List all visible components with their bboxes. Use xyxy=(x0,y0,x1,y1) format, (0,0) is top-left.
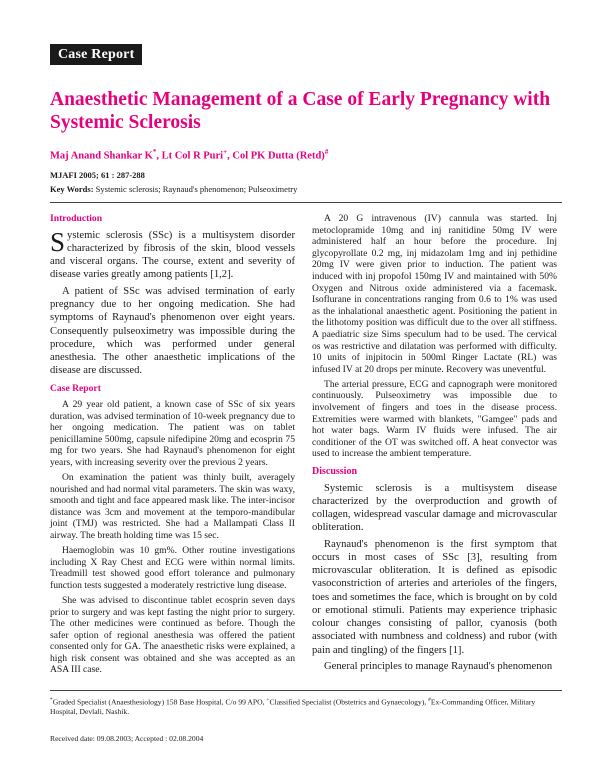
case-paragraph: The arterial pressure, ECG and capnograph were monitored continuously. Pulseoximetry was impossible due to involvement of fingers and toes in the disease process. Extremities were warmed with blankets, "Gamgee" pads and hot water bags. Warm IV fluids were infused. The air conditioner of the OT was switched off. A heat convector was used to increase the ambient temperature. xyxy=(312,378,557,460)
case-paragraph: She was advised to discontinue tablet ecosprin seven days prior to surgery and was kept fasting the night prior to surgery. The other medicines were continued as before. Though the safer option of regional anesthesia was offered the patient consented only for GA. The anaesthetic risks were explained, a high risk consent was obtained and she was accepted as an ASA III case. xyxy=(50,594,295,676)
received-accepted-dates: Received date: 09.08.2003; Accepted : 02.08.2004 xyxy=(50,734,204,743)
footnote-mark: + xyxy=(266,697,270,703)
intro-paragraph: Systemic sclerosis (SSc) is a multisystem disorder characterized by fibrosis of the skin, blood vessels and visceral organs. The course, extent and severity of disease varies greatly among patients [1,2]. xyxy=(50,226,295,281)
discussion-paragraph: General principles to manage Raynaud's phenomenon xyxy=(324,661,553,673)
section-heading-introduction: Introduction xyxy=(50,213,103,224)
case-paragraph: A 20 G intravenous (IV) cannula was started. Inj metoclopramide 10mg and inj ranitidine 50mg IV were administered half an hour before the procedure. Inj glycopyrollate 0.2 mg, inj midazolam 1mg and inj pethidine 20mg IV were given prior to induction. The patient was induced with inj propofol 150mg IV and maintained with 50% Oxygen and Nitrous oxide administered via a facemask. Isoflurane in concentrations ranging from 0.6 to 1% was used as the inhalational anaesthetic agent. Positioning the patient in the lithotomy position was difficult due to the over all stiffness. A paediatric size Sims speculum had to be used. The cervical os was restrictive and dilatation was performed with difficulty. 10 units of injpitocin in 500ml Ringer Lactate (RL) was infused IV at 20 drops per minute. Recovery was uneventful. xyxy=(312,213,557,375)
author-mark: # xyxy=(324,148,329,156)
discussion-paragraph: Systemic sclerosis is a multisystem disease characterized by the overproduction and growth of collagen, widespread vascular damage and microvascular obliteration. xyxy=(312,482,557,534)
left-column xyxy=(50,213,295,680)
journal-reference: MJAFI 2005; 61 : 287-288 xyxy=(50,170,145,180)
header-divider xyxy=(50,202,562,203)
author-mark: + xyxy=(223,148,228,156)
author-mark: * xyxy=(152,148,157,156)
intro-paragraph: A patient of SSc was advised termination of early pregnancy due to her ongoing medication. She had symptoms of Raynaud's phenomenon over eight years. Consequently pulseoximetry was impossible during the procedure, which was performed under general anesthesia. The other anaesthetic implications of the disease are discussed. xyxy=(50,285,295,377)
keywords-text: Systemic sclerosis; Raynaud's phenomenon; Pulseoximetry xyxy=(95,184,298,194)
footnote-mark: # xyxy=(428,697,431,703)
case-paragraph: Haemoglobin was 10 gm%. Other routine investigations including X Ray Chest and ECG were within normal limits. Treadmill test showed good effort tolerance and pulmonary function tests suggested a moderately restrictive lung disease. xyxy=(50,545,295,591)
keywords-label: Key Words: xyxy=(50,184,94,194)
section-heading-discussion: Discussion xyxy=(312,465,358,477)
author-name: Maj Anand Shankar K xyxy=(50,150,153,162)
author-affiliations: *Graded Specialist (Anaesthesiology) 158 Base Hospital, C/o 99 APO, +Classified Specialist (Obstetrics and Gynaecology), #Ex-Commanding Officer, Military Hospital, Devlali, Nashik. xyxy=(50,697,536,717)
drop-cap: S xyxy=(50,226,66,257)
footnote-mark: * xyxy=(50,697,53,703)
article-title: Anaesthetic Management of a Case of Early Pregnancy with Systemic Sclerosis xyxy=(50,89,551,133)
discussion-paragraph: Raynaud's phenomenon is the first symptom that occurs in most cases of SSc [3], resulting from microvascular obliteration. It is defined as episodic vasoconstriction of arteries and arterioles of the fingers, toes and sometimes the face, which is brought on by cold or emotional stimuli. Patients may experience triphasic colour changes consisting of pallor, cyanosis (both associated with numbness and coldness) and rubor (with pain and tingling) of the fingers [1]. xyxy=(312,538,557,656)
author-list: Maj Anand Shankar K*, Lt Col R Puri+, Col PK Dutta (Retd)# xyxy=(50,148,329,162)
author-name: Lt Col R Puri xyxy=(161,150,224,162)
keywords-line xyxy=(50,184,297,194)
article-type-tag: Case Report xyxy=(50,44,142,65)
footnote-divider xyxy=(50,690,562,691)
case-paragraph: A 29 year old patient, a known case of SSc of six years duration, was advised termination of 10-week pregnancy due to her ongoing medication. The patient was on tablet penicillamine 500mg, capsule nifedipine 20mg and ecosprin 75 mg for two years. She had Raynaud's phenomenon for eight years, with increasing severity over the previous 2 years. xyxy=(50,398,295,468)
right-column xyxy=(312,213,557,677)
section-heading-case-report: Case Report xyxy=(50,383,101,395)
author-name: Col PK Dutta (Retd) xyxy=(232,150,325,162)
case-paragraph: On examination the patient was thinly built, averagely nourished and had normal vital parameters. The skin was waxy, smooth and tight and face appeared mask like. The inter-incisor distance was 3cm and movement at the temporo-mandibular joint (TMJ) was restricted. She had a Mallampati Class II airway. The breath holding time was 15 sec. xyxy=(50,471,295,541)
